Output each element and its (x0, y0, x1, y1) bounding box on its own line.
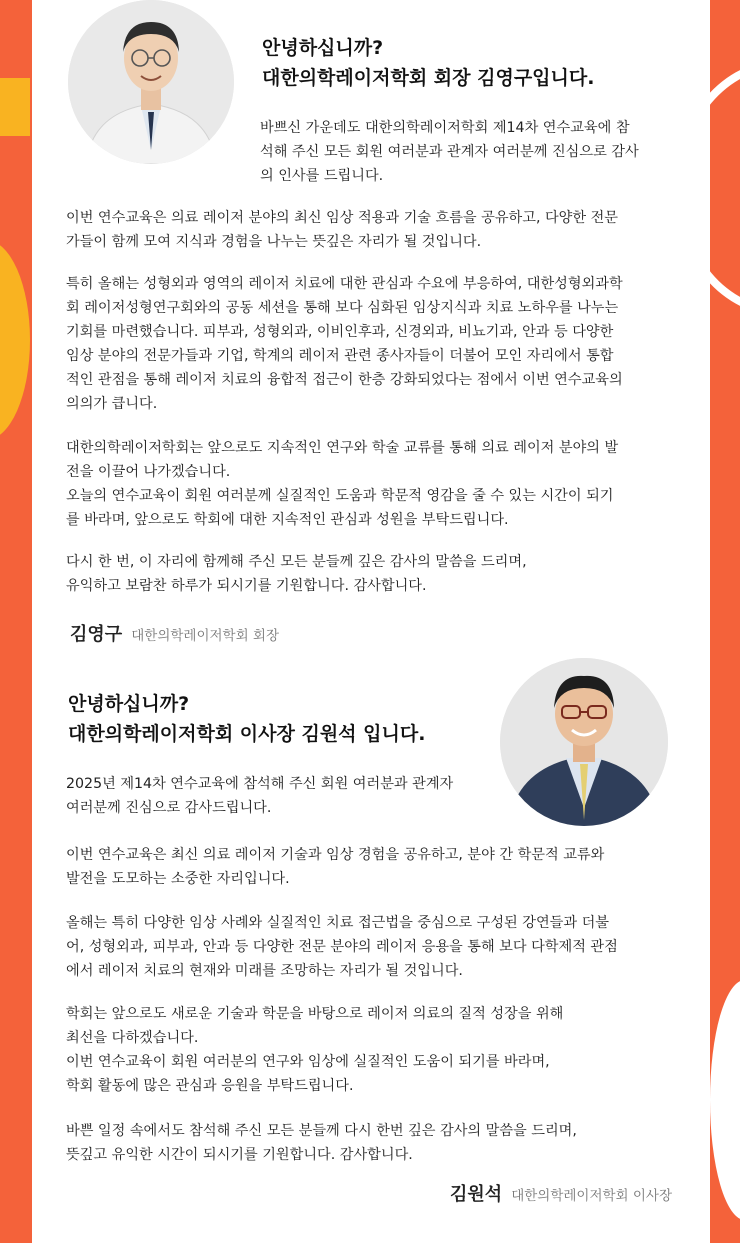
president-title-line1: 안녕하십니까? (262, 37, 384, 59)
chairman-signature (450, 1180, 672, 1206)
chairman-paragraph-4: 바쁜 일정 속에서도 참석해 주신 모든 분들께 다시 한번 깊은 감사의 말씀을 드리며, 뜻깊고 유익한 시간이 되시기를 기원합니다. 감사합니다. (66, 1123, 577, 1163)
chairman-role: 대한의학레이저학회 이사장 (511, 1188, 672, 1204)
decor-yellow-arc (0, 240, 30, 440)
president-title (262, 33, 594, 93)
chairman-intro: 2025년 제14차 연수교육에 참석해 주신 회원 여러분과 관계자 여러분께 진심으로 감사드립니다. (66, 776, 454, 816)
chairman-paragraph-1: 이번 연수교육은 최신 의료 레이저 기술과 임상 경험을 공유하고, 분야 간 학문적 교류와 발전을 도모하는 소중한 자리입니다. (66, 847, 605, 887)
chairman-title (68, 689, 425, 749)
president-paragraph-3: 대한의학레이저학회는 앞으로도 지속적인 연구와 학술 교류를 통해 의료 레이저 분야의 발 전을 이끌어 나가겠습니다. 오늘의 연수교육이 회원 여러분께 실질적인 도움과 학문적 영감을 줄 수 있는 시간이 되기 를 바라며, 앞으로도 학회에 대한 지속적인 관심과 성원을 부탁드립니다. (66, 440, 619, 528)
president-paragraph-2: 특히 올해는 성형외과 영역의 레이저 치료에 대한 관심과 수요에 부응하여, 대한성형외과학 회 레이저성형연구회와의 공동 세션을 통해 보다 심화된 임상지식과 치료 노하우를 나누는 기회를 마련했습니다. 피부과, 성형외과, 이비인후과, 신경외과, 비뇨기과, 안과 등 다양한 임상 분야의 전문가들과 기업, 학계의 레이저 관련 종사자들이 더불어 모인 자리에서 통합 적인 관점을 통해 레이저 치료의 융합적 접근이 한층 강화되었다는 점에서 이번 연수교육의 의의가 큽니다. (66, 276, 623, 412)
president-photo (68, 0, 234, 164)
chairman-paragraph-3: 학회는 앞으로도 새로운 기술과 학문을 바탕으로 레이저 의료의 질적 성장을 위해 최선을 다하겠습니다. 이번 연수교육이 회원 여러분의 연구와 임상에 실질적인 도움이 되기를 바라며, 학회 활동에 많은 관심과 응원을 부탁드립니다. (66, 1006, 564, 1094)
president-name: 김영구 (70, 624, 123, 645)
decor-white-circle (710, 980, 740, 1220)
decor-yellow-block (0, 78, 30, 136)
president-title-line2: 대한의학레이저학회 회장 김영구입니다. (262, 67, 595, 89)
chairman-name: 김원석 (449, 1184, 503, 1205)
chairman-title-line2: 대한의학레이저학회 이사장 김원석 입니다. (68, 723, 426, 745)
president-intro: 바쁘신 가운데도 대한의학레이저학회 제14차 연수교육에 참 석해 주신 모든 회원 여러분과 관계자 여러분께 진심으로 감사 의 인사를 드립니다. (260, 120, 639, 184)
president-paragraph-1: 이번 연수교육은 의료 레이저 분야의 최신 임상 적용과 기술 흐름을 공유하고, 다양한 전문 가들이 함께 모여 지식과 경험을 나누는 뜻깊은 자리가 될 것입니다. (66, 210, 619, 250)
chairman-title-line1: 안녕하십니까? (68, 693, 190, 715)
president-signature (70, 620, 279, 646)
chairman-paragraph-2: 올해는 특히 다양한 임상 사례와 실질적인 치료 접근법을 중심으로 구성된 강연들과 더불 어, 성형외과, 피부과, 안과 등 다양한 전문 분야의 레이저 응용을 통해 보다 다학제적 관점 에서 레이저 치료의 현재와 미래를 조망하는 자리가 될 것입니다. (66, 915, 618, 979)
president-paragraph-4: 다시 한 번, 이 자리에 함께해 주신 모든 분들께 깊은 감사의 말씀을 드리며, 유익하고 보람찬 하루가 되시기를 기원합니다. 감사합니다. (66, 554, 527, 594)
president-role: 대한의학레이저학회 회장 (131, 628, 280, 644)
chairman-photo (500, 658, 668, 826)
greeting-card (32, 0, 710, 1243)
